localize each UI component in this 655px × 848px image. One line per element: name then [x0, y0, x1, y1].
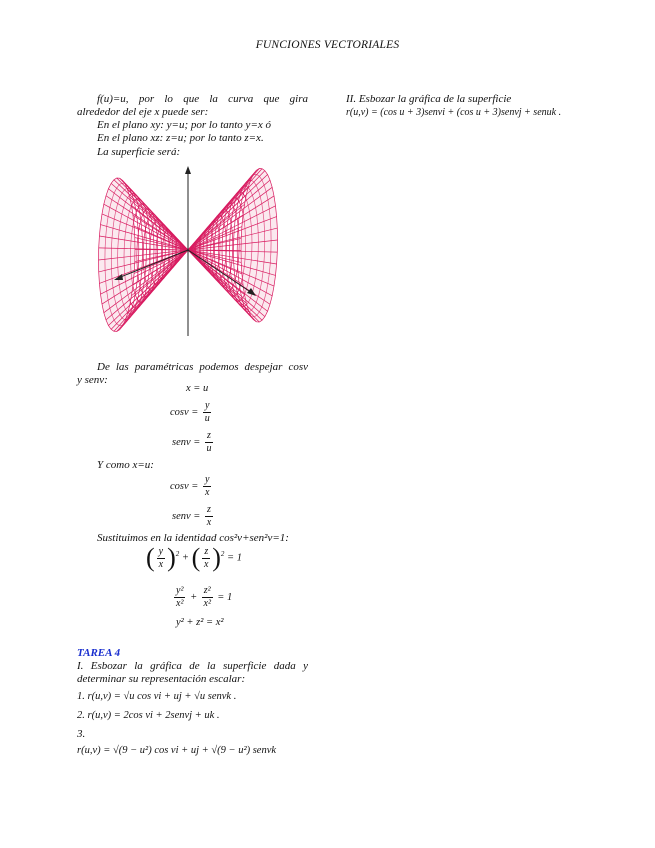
- plane-xy-line: En el plano xy: y=u; por lo tanto y=x ó: [97, 119, 271, 131]
- param-text-2: y senv:: [77, 374, 108, 386]
- intro-line-1: f(u)=u, por lo que la curva que gira: [97, 93, 308, 105]
- right-title: II. Esbozar la gráfica de la superficie: [346, 93, 512, 105]
- eq-squared-fractions: ( $\frac{y}{x}$ )$^2$ + ( $\frac{z}{x}$ )$^2$ = 1: [146, 543, 242, 572]
- eq-x-equals-u: x = u: [186, 383, 209, 394]
- tarea-item-1: 1. r(u,v) = √u cos vi + uj + √u senvk .: [77, 691, 237, 702]
- tarea-title: TAREA 4: [77, 647, 121, 659]
- surface-label: La superficie será:: [97, 146, 181, 158]
- param-text-1: De las paramétricas podemos despejar cosv: [97, 361, 308, 373]
- eq-senv-z-over-u: senv = $\frac{z}{u}$: [172, 430, 212, 454]
- y-como-line: Y como x=u:: [97, 459, 154, 471]
- tarea-item-3: r(u,v) = √(9 − u²) cos vi + uj + √(9 − u²) senvk: [77, 745, 277, 756]
- sustituimos-line: Sustituimos en la identidad cos²v+sen²v=1:: [97, 532, 289, 544]
- page-header: FUNCIONES VECTORIALES: [255, 39, 400, 51]
- eq-final: y² + z² = x²: [176, 617, 224, 628]
- intro-line-2: alrededor del eje x puede ser:: [77, 106, 209, 118]
- right-equation: r(u,v) = (cos u + 3)senvi + (cos u + 3)senvj + senuk .: [346, 107, 562, 118]
- tarea-item-2: 2. r(u,v) = 2cos vi + 2senvj + uk .: [77, 710, 220, 721]
- tarea-item-3-number: 3.: [77, 728, 86, 740]
- eq-cosv-y-over-u: cosv = $\frac{y}{u}$: [170, 400, 210, 424]
- tarea-desc-1: I. Esbozar la gráfica de la superficie dada y: [77, 660, 308, 672]
- eq-squared-ratios: $\frac{\text{y²}}{\text{x²}}$ + $\frac{\text{z²}}{\text{x²}}$ = 1: [176, 585, 233, 609]
- tarea-desc-2: determinar su representación escalar:: [77, 673, 246, 685]
- double-cone-figure: [90, 160, 300, 340]
- eq-senv-z-over-x: senv = $\frac{z}{x}$: [172, 504, 212, 528]
- eq-cosv-y-over-x: cosv = $\frac{y}{x}$: [170, 474, 210, 498]
- plane-xz-line: En el plano xz: z=u; por lo tanto z=x.: [97, 132, 264, 144]
